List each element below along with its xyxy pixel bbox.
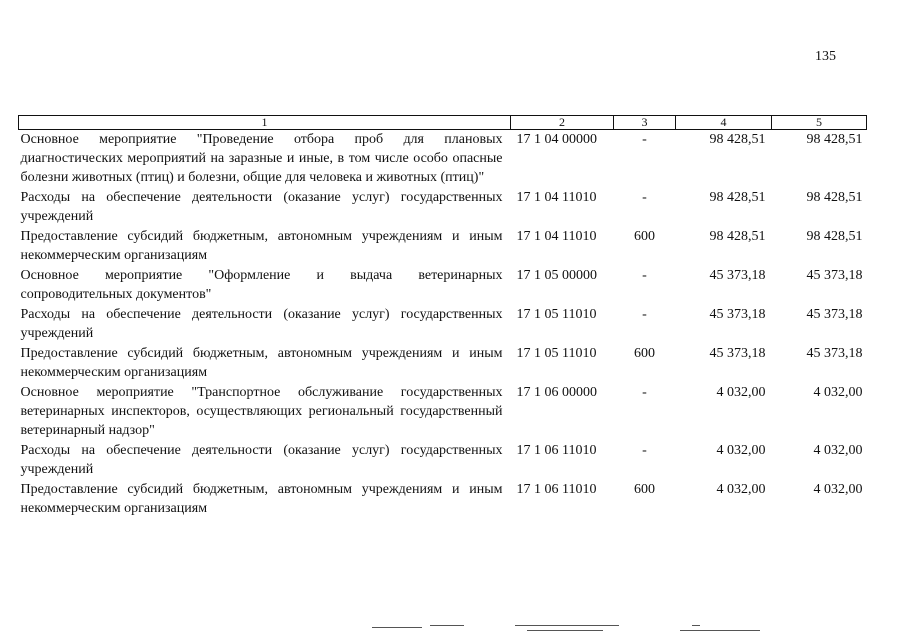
table-row <box>19 188 867 227</box>
header-col-5: 5 <box>772 116 867 130</box>
row-description: Основное мероприятие "Оформление и выдача ветеринарных сопроводительных документов" <box>20 268 503 302</box>
page-number: 135 <box>815 49 836 64</box>
row-code: 17 1 04 11010 <box>516 229 597 244</box>
row-expense-type: 600 <box>634 346 655 361</box>
row-description: Основное мероприятие "Транспортное обслуживание государственных ветеринарных инспекторов, осуществляющих региональный государственный ветеринарный надзор" <box>20 385 503 438</box>
row-expense-type: - <box>642 132 647 147</box>
row-amount-4: 45 373,18 <box>709 307 766 322</box>
row-code: 17 1 06 00000 <box>516 385 597 400</box>
budget-table <box>18 115 867 519</box>
table-row <box>19 344 867 383</box>
row-amount-5: 4 032,00 <box>813 443 863 458</box>
row-code: 17 1 06 11010 <box>516 443 597 458</box>
row-description: Расходы на обеспечение деятельности (оказание услуг) государственных учреждений <box>20 307 503 341</box>
header-col-2: 2 <box>511 116 614 130</box>
row-expense-type: 600 <box>634 229 655 244</box>
row-amount-4: 4 032,00 <box>716 385 766 400</box>
row-expense-type: - <box>642 268 647 283</box>
row-amount-5: 98 428,51 <box>806 229 863 244</box>
row-expense-type: - <box>642 190 647 205</box>
row-expense-type: - <box>642 307 647 322</box>
table-row <box>19 130 867 189</box>
row-code: 17 1 05 11010 <box>516 307 597 322</box>
table-row <box>19 480 867 519</box>
row-code: 17 1 04 11010 <box>516 190 597 205</box>
row-amount-5: 45 373,18 <box>806 346 863 361</box>
row-amount-5: 45 373,18 <box>806 268 863 283</box>
row-amount-4: 98 428,51 <box>709 190 766 205</box>
scan-line <box>527 630 603 631</box>
header-col-1: 1 <box>19 116 511 130</box>
row-amount-4: 98 428,51 <box>709 229 766 244</box>
row-amount-5: 98 428,51 <box>806 190 863 205</box>
row-code: 17 1 05 00000 <box>516 268 597 283</box>
table-row <box>19 383 867 441</box>
row-amount-4: 4 032,00 <box>716 482 766 497</box>
row-amount-5: 4 032,00 <box>813 385 863 400</box>
scan-line <box>430 625 464 626</box>
table-row <box>19 305 867 344</box>
scan-line <box>680 630 760 631</box>
scan-line <box>372 627 422 628</box>
row-description: Расходы на обеспечение деятельности (оказание услуг) государственных учреждений <box>20 190 503 224</box>
row-amount-4: 45 373,18 <box>709 268 766 283</box>
table-row <box>19 227 867 266</box>
row-expense-type: - <box>642 443 647 458</box>
row-description: Расходы на обеспечение деятельности (оказание услуг) государственных учреждений <box>20 443 503 477</box>
header-col-4: 4 <box>676 116 772 130</box>
row-description: Предоставление субсидий бюджетным, автономным учреждениям и иным некоммерческим организациям <box>20 482 503 516</box>
scan-line <box>692 625 700 626</box>
row-amount-5: 4 032,00 <box>813 482 863 497</box>
scan-artifact-lines <box>0 627 902 637</box>
row-amount-5: 45 373,18 <box>806 307 863 322</box>
table-row <box>19 441 867 480</box>
row-description: Предоставление субсидий бюджетным, автономным учреждениям и иным некоммерческим организациям <box>20 346 503 380</box>
row-amount-5: 98 428,51 <box>806 132 863 147</box>
row-code: 17 1 06 11010 <box>516 482 597 497</box>
scan-line <box>515 625 619 626</box>
row-amount-4: 4 032,00 <box>716 443 766 458</box>
row-code: 17 1 05 11010 <box>516 346 597 361</box>
row-amount-4: 98 428,51 <box>709 132 766 147</box>
row-description: Основное мероприятие "Проведение отбора проб для плановых диагностических мероприятий на заразные и иные, в том числе особо опасные болезни животных (птиц) и болезни, общие для человека и животных (птиц)" <box>20 132 503 185</box>
header-col-3: 3 <box>614 116 676 130</box>
header-row <box>19 116 867 130</box>
row-amount-4: 45 373,18 <box>709 346 766 361</box>
row-description: Предоставление субсидий бюджетным, автономным учреждениям и иным некоммерческим организациям <box>20 229 503 263</box>
row-expense-type: - <box>642 385 647 400</box>
table-row <box>19 266 867 305</box>
row-expense-type: 600 <box>634 482 655 497</box>
row-code: 17 1 04 00000 <box>516 132 597 147</box>
